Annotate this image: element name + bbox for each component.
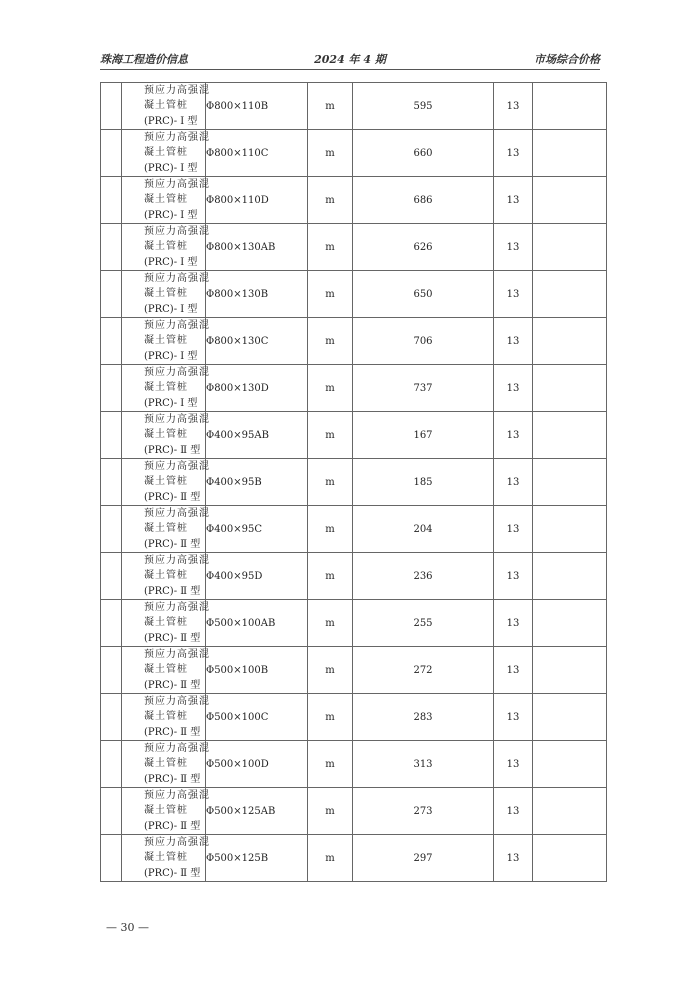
material-name-cell [122,130,210,177]
table-row [101,835,607,882]
material-name-line: 凝土管桩 [144,664,188,676]
material-name-line: 预应力高强混 [144,461,210,473]
price-cell: 737 [353,365,494,412]
table-row [101,788,607,835]
material-name-cell [122,318,210,365]
material-name [122,271,210,317]
table-row [101,271,607,318]
material-name [122,177,210,223]
material-name-line: 凝土管桩 [144,147,188,159]
spec-cell: Φ500×125B [206,835,308,882]
material-name-line: 凝土管桩 [144,523,188,535]
material-name-line: (PRC)- Ⅰ 型 [144,256,198,268]
material-name [122,130,210,176]
material-name-line: 预应力高强混 [144,273,210,285]
material-name-line: (PRC)- Ⅱ 型 [144,585,201,597]
material-name-line: 预应力高强混 [144,414,210,426]
remarks-cell [533,365,607,412]
spec-cell: Φ800×110B [206,83,308,130]
material-name-line: 预应力高强混 [144,132,210,144]
material-name-line: 凝土管桩 [144,429,188,441]
material-name-line: (PRC)- Ⅰ 型 [144,303,198,315]
material-name-line: 凝土管桩 [144,758,188,770]
material-name-line: 预应力高强混 [144,555,210,567]
spec-cell: Φ400×95B [206,459,308,506]
remarks-cell [533,271,607,318]
price-cell: 650 [353,271,494,318]
tax-rate-cell: 13 [494,365,533,412]
material-name [122,459,210,505]
material-name-line: (PRC)- Ⅱ 型 [144,773,201,785]
material-name-cell [122,412,210,459]
tax-rate-cell: 13 [494,318,533,365]
spec-cell: Φ800×110D [206,177,308,224]
material-name-line: 预应力高强混 [144,179,210,191]
material-name-line: 凝土管桩 [144,100,188,112]
material-name-line: (PRC)- Ⅱ 型 [144,632,201,644]
material-name-cell [122,365,210,412]
material-name-cell [122,694,210,741]
row-index-cell [101,224,122,271]
material-name-line: 预应力高强混 [144,508,210,520]
material-name [122,741,210,787]
remarks-cell [533,553,607,600]
header-section-title: 市场综合价格 [534,53,600,66]
tax-rate-cell: 13 [494,835,533,882]
material-name [122,553,210,599]
material-name-line: 预应力高强混 [144,790,210,802]
material-name-cell [122,459,210,506]
material-name [122,788,210,834]
price-cell: 272 [353,647,494,694]
row-index-cell [101,835,122,882]
tax-rate-cell: 13 [494,177,533,224]
unit-cell: m [308,835,353,882]
row-index-cell [101,177,122,224]
header-publication-title: 珠海工程造价信息 [100,53,188,66]
tax-rate-cell: 13 [494,553,533,600]
material-name-line: 凝土管桩 [144,241,188,253]
table-row [101,694,607,741]
price-cell: 185 [353,459,494,506]
running-header [100,47,600,69]
unit-cell: m [308,412,353,459]
unit-cell: m [308,788,353,835]
material-name-line: (PRC)- Ⅱ 型 [144,679,201,691]
remarks-cell [533,177,607,224]
material-name [122,224,210,270]
material-name-line: 预应力高强混 [144,602,210,614]
row-index-cell [101,318,122,365]
material-name-line: (PRC)- Ⅰ 型 [144,162,198,174]
material-name-line: (PRC)- Ⅱ 型 [144,726,201,738]
remarks-cell [533,835,607,882]
remarks-cell [533,318,607,365]
material-name-cell [122,741,210,788]
spec-cell: Φ400×95C [206,506,308,553]
tax-rate-cell: 13 [494,83,533,130]
spec-cell: Φ800×110C [206,130,308,177]
price-cell: 660 [353,130,494,177]
material-name [122,694,210,740]
table-row [101,83,607,130]
material-name-cell [122,600,210,647]
row-index-cell [101,271,122,318]
unit-cell: m [308,365,353,412]
table-row [101,365,607,412]
unit-cell: m [308,506,353,553]
material-name [122,318,210,364]
material-name-cell [122,177,210,224]
spec-cell: Φ500×125AB [206,788,308,835]
material-name-line: 凝土管桩 [144,335,188,347]
spec-cell: Φ800×130D [206,365,308,412]
material-name-line: (PRC)- Ⅰ 型 [144,397,198,409]
material-name-line: 预应力高强混 [144,320,210,332]
material-name-line: (PRC)- Ⅰ 型 [144,350,198,362]
material-name [122,835,210,881]
spec-cell: Φ500×100B [206,647,308,694]
tax-rate-cell: 13 [494,412,533,459]
spec-cell: Φ500×100D [206,741,308,788]
material-name-line: 凝土管桩 [144,852,188,864]
remarks-cell [533,694,607,741]
tax-rate-cell: 13 [494,459,533,506]
row-index-cell [101,741,122,788]
row-index-cell [101,694,122,741]
remarks-cell [533,506,607,553]
material-name-cell [122,553,210,600]
spec-cell: Φ800×130B [206,271,308,318]
table-row [101,177,607,224]
material-name-line: (PRC)- Ⅱ 型 [144,491,201,503]
tax-rate-cell: 13 [494,600,533,647]
material-name-line: 凝土管桩 [144,570,188,582]
material-name-line: 凝土管桩 [144,617,188,629]
table-row [101,506,607,553]
material-name-cell [122,271,210,318]
row-index-cell [101,412,122,459]
table-row [101,647,607,694]
unit-cell: m [308,694,353,741]
row-index-cell [101,130,122,177]
unit-cell: m [308,553,353,600]
row-index-cell [101,600,122,647]
material-name-line: 预应力高强混 [144,696,210,708]
material-name-line: (PRC)- Ⅱ 型 [144,538,201,550]
table-row [101,130,607,177]
price-cell: 595 [353,83,494,130]
material-name-cell [122,224,210,271]
price-cell: 236 [353,553,494,600]
material-name-line: 凝土管桩 [144,382,188,394]
table-row [101,224,607,271]
unit-cell: m [308,647,353,694]
header-divider [100,69,600,70]
unit-cell: m [308,177,353,224]
price-table-body [101,83,607,882]
table-row [101,318,607,365]
row-index-cell [101,365,122,412]
tax-rate-cell: 13 [494,741,533,788]
spec-cell: Φ400×95AB [206,412,308,459]
material-name-line: (PRC)- Ⅰ 型 [144,115,198,127]
remarks-cell [533,600,607,647]
remarks-cell [533,459,607,506]
material-name [122,365,210,411]
price-cell: 626 [353,224,494,271]
price-cell: 686 [353,177,494,224]
material-name-line: (PRC)- Ⅱ 型 [144,820,201,832]
material-name-cell [122,788,210,835]
tax-rate-cell: 13 [494,647,533,694]
material-name-line: 预应力高强混 [144,226,210,238]
material-name [122,83,210,129]
material-name-line: (PRC)- Ⅰ 型 [144,209,198,221]
remarks-cell [533,224,607,271]
material-name-cell [122,647,210,694]
row-index-cell [101,788,122,835]
price-cell: 283 [353,694,494,741]
header-issue: 2024 年 4 期 [314,53,386,66]
unit-cell: m [308,741,353,788]
row-index-cell [101,83,122,130]
row-index-cell [101,553,122,600]
tax-rate-cell: 13 [494,130,533,177]
tax-rate-cell: 13 [494,788,533,835]
price-table [100,82,607,882]
price-cell: 273 [353,788,494,835]
unit-cell: m [308,224,353,271]
unit-cell: m [308,83,353,130]
material-name [122,600,210,646]
unit-cell: m [308,600,353,647]
remarks-cell [533,130,607,177]
material-name [122,647,210,693]
material-name-line: 凝土管桩 [144,194,188,206]
price-cell: 204 [353,506,494,553]
row-index-cell [101,647,122,694]
unit-cell: m [308,318,353,365]
tax-rate-cell: 13 [494,506,533,553]
material-name-line: 凝土管桩 [144,476,188,488]
price-cell: 167 [353,412,494,459]
remarks-cell [533,412,607,459]
material-name [122,412,210,458]
page-number: — 30 — [106,921,149,934]
material-name-line: 预应力高强混 [144,837,210,849]
material-name-line: 预应力高强混 [144,743,210,755]
price-cell: 297 [353,835,494,882]
material-name-line: (PRC)- Ⅱ 型 [144,444,201,456]
price-cell: 255 [353,600,494,647]
table-row [101,459,607,506]
table-row [101,412,607,459]
table-row [101,600,607,647]
unit-cell: m [308,459,353,506]
price-cell: 706 [353,318,494,365]
spec-cell: Φ400×95D [206,553,308,600]
spec-cell: Φ500×100AB [206,600,308,647]
material-name-cell [122,506,210,553]
spec-cell: Φ800×130AB [206,224,308,271]
material-name-cell [122,83,210,130]
tax-rate-cell: 13 [494,271,533,318]
row-index-cell [101,506,122,553]
table-row [101,553,607,600]
material-name-line: 凝土管桩 [144,805,188,817]
unit-cell: m [308,130,353,177]
spec-cell: Φ500×100C [206,694,308,741]
material-name-line: 凝土管桩 [144,288,188,300]
table-row [101,741,607,788]
material-name-cell [122,835,210,882]
tax-rate-cell: 13 [494,694,533,741]
spec-cell: Φ800×130C [206,318,308,365]
tax-rate-cell: 13 [494,224,533,271]
material-name-line: 预应力高强混 [144,649,210,661]
material-name [122,506,210,552]
material-name-line: (PRC)- Ⅱ 型 [144,867,201,879]
material-name-line: 凝土管桩 [144,711,188,723]
remarks-cell [533,83,607,130]
remarks-cell [533,788,607,835]
remarks-cell [533,647,607,694]
unit-cell: m [308,271,353,318]
material-name-line: 预应力高强混 [144,85,210,97]
remarks-cell [533,741,607,788]
material-name-line: 预应力高强混 [144,367,210,379]
row-index-cell [101,459,122,506]
price-cell: 313 [353,741,494,788]
